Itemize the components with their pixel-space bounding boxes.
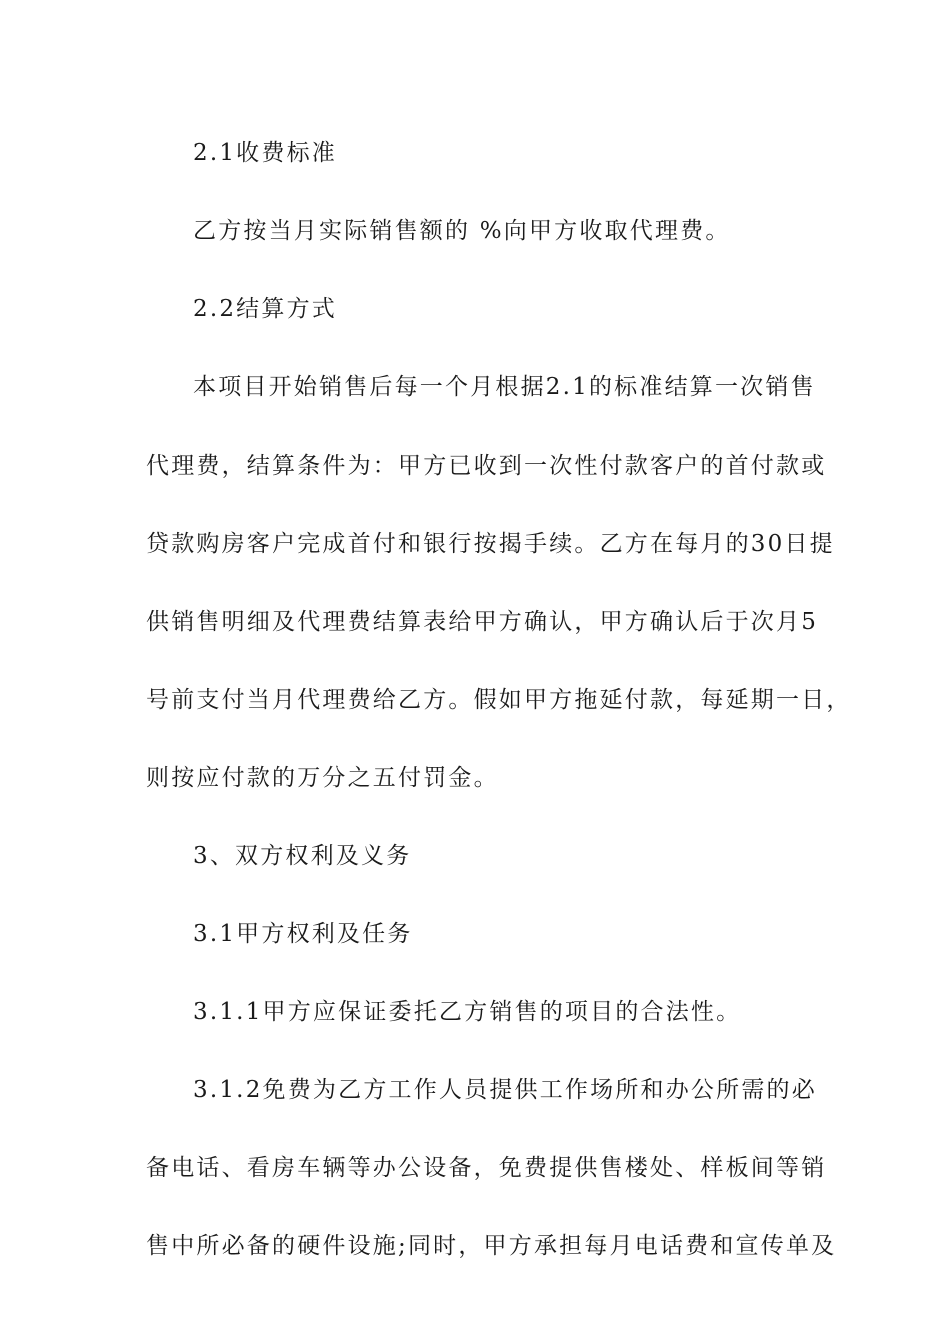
heading-3: 3、双方权利及义务 [193,843,412,869]
heading-2-2: 2.2结算方式 [193,296,337,322]
paragraph-line: 乙方按当月实际销售额的 %向甲方收取代理费。 [193,218,731,244]
paragraph-line: 3.1.1甲方应保证委托乙方销售的项目的合法性。 [193,999,742,1025]
heading-3-1: 3.1甲方权利及任务 [193,921,413,947]
paragraph-line: 号前支付当月代理费给乙方。假如甲方拖延付款，每延期一日， [146,687,852,713]
paragraph-line: 3.1.2免费为乙方工作人员提供工作场所和办公所需的必 [193,1077,817,1103]
paragraph-line: 备电话、看房车辆等办公设备，免费提供售楼处、样板间等销 [146,1155,827,1181]
paragraph-line: 供销售明细及代理费结算表给甲方确认，甲方确认后于次月5 [146,609,819,635]
heading-2-1: 2.1收费标准 [193,140,337,166]
paragraph-line: 本项目开始销售后每一个月根据2.1的标准结算一次销售 [193,374,816,400]
paragraph-line: 售中所必备的硬件设施;同时，甲方承担每月电话费和宣传单及 [146,1233,837,1259]
paragraph-line: 则按应付款的万分之五付罚金。 [146,765,499,791]
paragraph-line: 贷款购房客户完成首付和银行按揭手续。乙方在每月的30日提 [146,531,835,557]
paragraph-line: 代理费，结算条件为：甲方已收到一次性付款客户的首付款或 [146,453,827,479]
